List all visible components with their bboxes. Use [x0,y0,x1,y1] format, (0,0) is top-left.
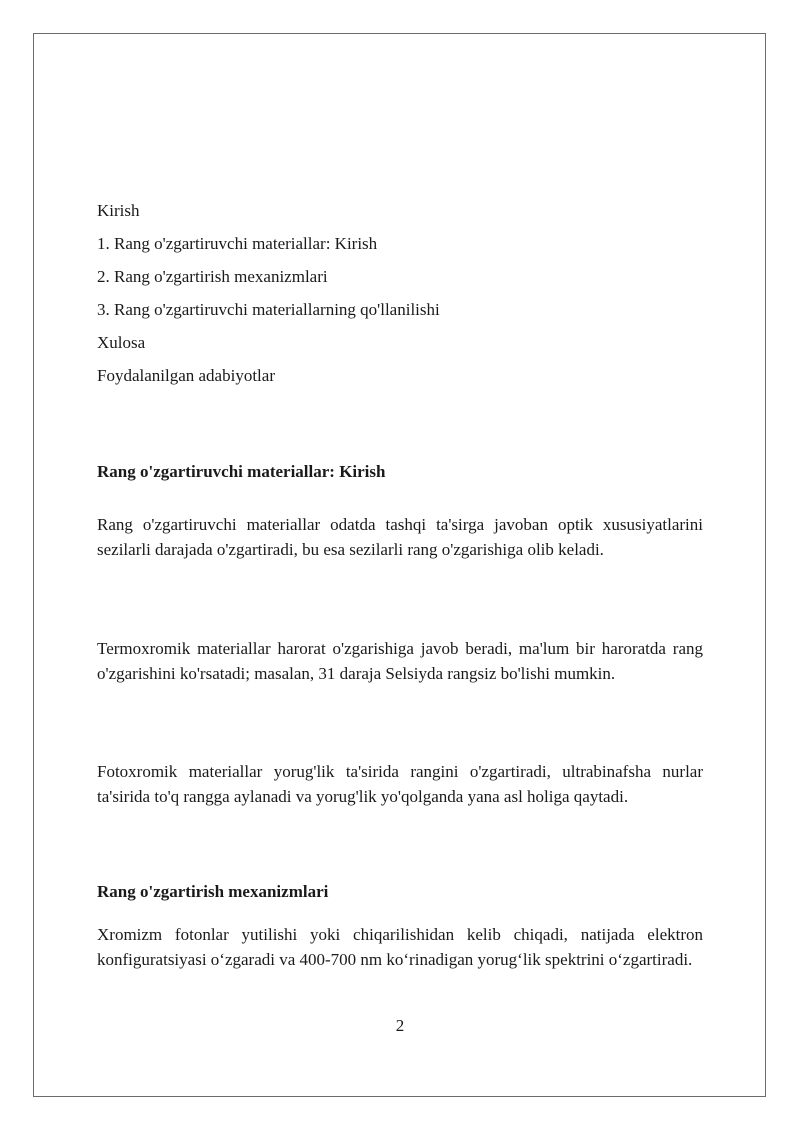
table-of-contents [97,200,703,398]
toc-item-intro: Kirish [97,201,140,220]
section2-heading: Rang o'zgartirish mexanizmlari [97,882,329,901]
section1-paragraph-2: Termoxromik materiallar harorat o'zgarishiga javob beradi, ma'lum bir haroratda rang o'zgarishini ko'rsatadi; masalan, 31 daraja Selsiyda rangsiz bo'lishi mumkin. [97,639,703,683]
section1-paragraph-1: Rang o'zgartiruvchi materiallar odatda tashqi ta'sirga javoban optik xususiyatlarini sezilarli darajada o'zgartiradi, bu esa sezilarli rang o'zgarishiga olib keladi. [97,515,703,559]
section1-heading: Rang o'zgartiruvchi materiallar: Kirish [97,462,386,481]
toc-item-conclusion: Xulosa [97,333,146,352]
toc-item-references: Foydalanilgan adabiyotlar [97,366,275,385]
section1-paragraph-3: Fotoxromik materiallar yorug'lik ta'sirida rangini o'zgartiradi, ultrabinafsha nurlar ta'sirida to'q rangga aylanadi va yorug'lik yo'qolganda yana asl holiga qaytadi. [97,762,703,806]
section2-paragraph-1: Xromizm fotonlar yutilishi yoki chiqarilishidan kelib chiqadi, natijada elektron konfiguratsiyasi o‘zgaradi va 400-700 nm ko‘rinadigan yorug‘lik spektrini o‘zgartiradi. [97,925,703,969]
toc-item-3: 3. Rang o'zgartiruvchi materiallarning qo'llanilishi [97,300,440,319]
page-number: 2 [395,1016,405,1035]
toc-item-2: 2. Rang o'zgartirish mexanizmlari [97,267,328,286]
toc-item-1: 1. Rang o'zgartiruvchi materiallar: Kirish [97,234,378,253]
